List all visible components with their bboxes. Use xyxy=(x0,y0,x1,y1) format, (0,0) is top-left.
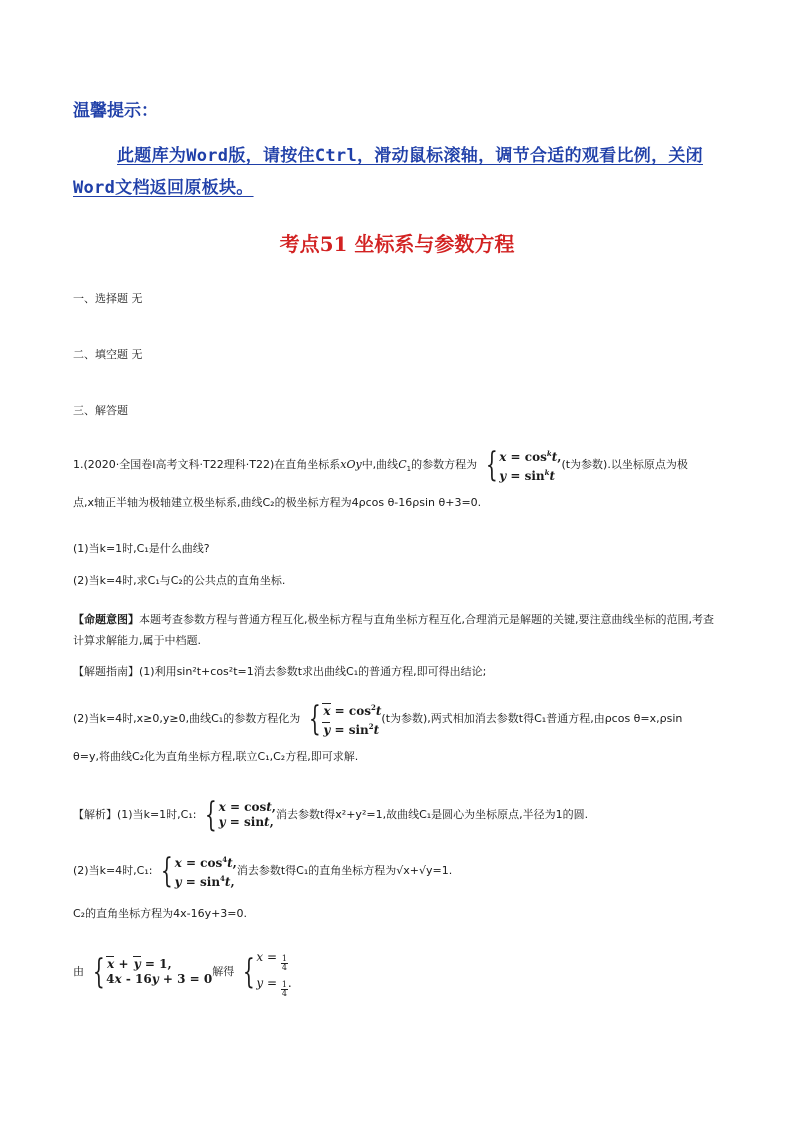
guide-system: { $x = \cos^2t$ $y = \sin^2t$ xyxy=(308,699,382,739)
solution-system-1: { x = cost, y = sint, xyxy=(204,795,276,835)
solution-part2: (2)当k=4时,C₁: { $x = \cos^4t$, $y = \sin^4t$, 消去参数t得C₁的直角坐标方程为√x+√y=1. xyxy=(73,851,453,891)
question-1: (1)当k=1时,C₁是什么曲线? xyxy=(73,542,210,555)
section-answer: 三、解答题 xyxy=(73,404,128,417)
section-choice: 一、选择题 无 xyxy=(73,292,143,305)
guide-line1: 【解题指南】(1)利用sin²t+cos²t=1消去参数t求出曲线C₁的普通方程,即可得出结论; xyxy=(73,665,487,678)
solution-result: { x = $\frac{1}{4}$ y = $\frac{1}{4}$ . xyxy=(242,950,292,998)
page-title: 考点51 坐标系与参数方程 xyxy=(279,232,515,256)
solution-part3: C₂的直角坐标方程为4x-16y+3=0. xyxy=(73,907,248,920)
param-system: { $x = \cos^kt$, $y = \sin^kt$ xyxy=(485,445,562,485)
guide-line2: (2)当k=4时,x≥0,y≥0,曲线C₁的参数方程化为 { $x = \cos^2t$ $y = \sin^2t$ (t为参数),两式相加消去参数t得C₁普通方程,由ρcos θ=x,ρsin xyxy=(73,699,683,739)
tip-title: 温馨提示： xyxy=(73,101,158,121)
problem-line1: 1.(2020·全国卷Ⅰ高考文科·T22理科·T22)在直角坐标系xOy中,曲线$C_1$的参数方程为 { $x = \cos^kt$, $y = \sin^kt$ (t为参数).以坐标原点为极 xyxy=(73,445,688,485)
solution-system-2: { $x = \cos^4t$, $y = \sin^4t$, xyxy=(160,851,237,891)
question-2: (2)当k=4时,求C₁与C₂的公共点的直角坐标. xyxy=(73,574,286,587)
problem-line2: 点,x轴正半轴为极轴建立极坐标系,曲线C₂的极坐标方程为4ρcos θ-16ρsin θ+3=0. xyxy=(73,496,482,509)
solution-system-3: { x + y = 1, 4x - 16y + 3 = 0 xyxy=(92,952,213,992)
solution-part4: 由 { x + y = 1, 4x - 16y + 3 = 0 解得 { x = $\frac{1}{4}$ y = $\frac{1}{4}$ . xyxy=(73,946,763,998)
intent-paragraph: 【命题意图】本题考查参数方程与普通方程互化,极坐标方程与直角坐标方程互化,合理消元是解题的关键,要注意曲线坐标的范围,考查计算求解能力,属于中档题. xyxy=(73,613,714,647)
guide-line3: θ=y,将曲线C₂化为直角坐标方程,联立C₁,C₂方程,即可求解. xyxy=(73,750,359,763)
solution-part1: 【解析】(1)当k=1时,C₁: { x = cost, y = sint, 消去参数t得x²+y²=1,故曲线C₁是圆心为坐标原点,半径为1的圆. xyxy=(73,795,589,835)
tip-body: 此题库为Word版，请按住Ctrl，滑动鼠标滚轴，调节合适的观看比例，关闭Word文档返回原板块。 xyxy=(73,146,703,198)
section-fill: 二、填空题 无 xyxy=(73,348,143,361)
